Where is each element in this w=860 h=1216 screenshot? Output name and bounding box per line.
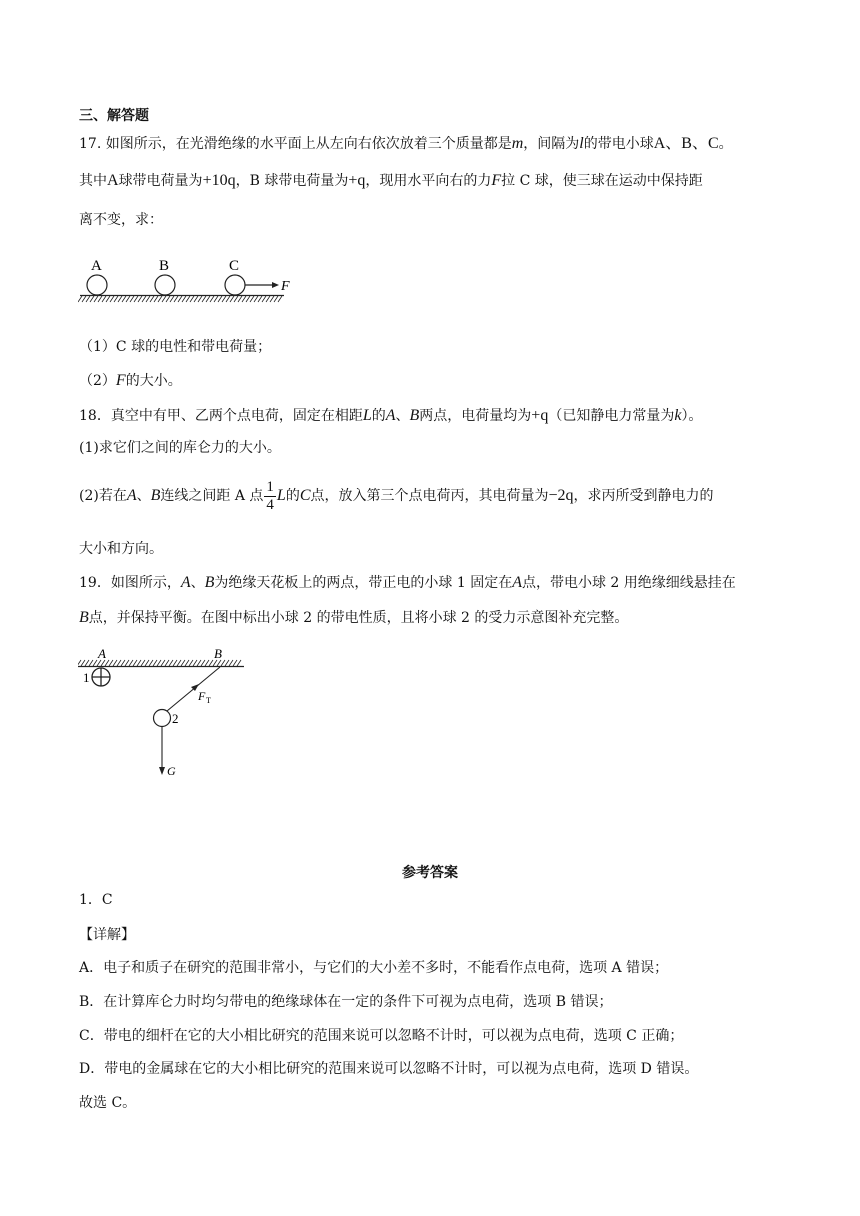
hatch-mark — [193, 660, 197, 666]
hatch-mark — [146, 296, 150, 302]
q18-sub2 — [79, 478, 714, 514]
q17-line1 — [79, 134, 733, 154]
hatch-mark — [126, 296, 130, 302]
hatch-mark — [113, 660, 117, 666]
hatch-mark — [274, 296, 278, 302]
q17-sub2-text: 的大小。 — [125, 373, 182, 389]
answer-option-c: C．带电的细杆在它的大小相比研究的范围来说可以忽略不计时，可以视为点电荷，选项 C 正确； — [79, 1028, 684, 1044]
hatch-mark — [209, 660, 213, 666]
fraction-quarter — [264, 479, 276, 514]
hatch-mark — [137, 660, 141, 666]
hatch-mark — [94, 296, 98, 302]
hatch-mark — [174, 296, 178, 302]
hatch-mark — [106, 296, 110, 302]
symbol-a: A — [107, 172, 119, 189]
q19-text-d: 点，并保持平衡。在图中标出小球 2 的带电性质，且将小球 2 的受力示意图补充完整。 — [88, 610, 629, 626]
hatch-mark — [165, 660, 169, 666]
q19-text-a: 19．如图所示， — [79, 575, 181, 591]
charge-third: −2q — [548, 487, 574, 504]
fig17-label-f: F — [281, 279, 290, 294]
symbol-f: F — [115, 372, 126, 389]
hatch-mark — [230, 296, 234, 302]
hatch-mark — [246, 296, 250, 302]
point-b: B — [79, 609, 89, 626]
hatch-mark — [169, 660, 173, 666]
fig17-label-c: C — [229, 258, 240, 274]
symbol-l: L — [276, 487, 286, 504]
ball-c — [225, 275, 245, 295]
hatch-mark — [178, 296, 182, 302]
hatch-mark — [81, 660, 85, 666]
q19-line2 — [79, 608, 628, 628]
fraction-denominator: 4 — [266, 496, 274, 513]
hatch-mark — [121, 660, 125, 666]
hatch-mark — [206, 296, 210, 302]
hatch-mark — [278, 296, 282, 302]
hatch-mark — [141, 660, 145, 666]
hatch-mark — [234, 296, 238, 302]
fig19-label-ft: F — [198, 689, 206, 703]
q19-text-c: 点，带电小球 2 用绝缘细线悬挂在 — [521, 575, 736, 591]
hatch-mark — [130, 296, 134, 302]
charge-q: +q — [531, 407, 549, 424]
hatch-mark — [194, 296, 198, 302]
detail-label: 【详解】 — [79, 927, 135, 943]
hatch-mark — [122, 296, 126, 302]
hatch-mark — [157, 660, 161, 666]
q17-line3: 离不变，求： — [79, 212, 163, 228]
q18-sub2-d: 点，放入第三个点电荷丙，其电荷量为 — [310, 488, 549, 504]
fig19-label-b: B — [214, 646, 222, 661]
point-c: C — [299, 487, 311, 504]
hatch-mark — [85, 660, 89, 666]
point-b: B — [409, 407, 420, 424]
hatch-mark — [202, 296, 206, 302]
symbol-k: k — [674, 407, 682, 424]
q19-text-b: 为绝缘天花板上的两点，带正电的小球 1 固定在 — [214, 575, 513, 591]
q17-figure — [78, 254, 294, 310]
hatch-mark — [133, 660, 137, 666]
q18-text-b: 的 — [371, 408, 386, 424]
q17-text-g: ，B 球带电荷量为 — [235, 173, 349, 189]
hatch-mark — [186, 296, 190, 302]
hatch-mark — [201, 660, 205, 666]
hatch-mark — [78, 296, 82, 302]
hatch-mark — [142, 296, 146, 302]
fig19-label-1: 1 — [83, 670, 90, 685]
hatch-mark — [102, 296, 106, 302]
hatch-mark — [218, 296, 222, 302]
symbol-m: m — [511, 135, 524, 152]
q19-figure — [78, 644, 250, 782]
hatch-mark — [270, 296, 274, 302]
hatch-mark — [86, 296, 90, 302]
q17-text-i: 拉 C 球，使三球在运动中保持距 — [501, 173, 703, 189]
gravity-arrowhead — [159, 767, 165, 775]
hatch-mark — [173, 660, 177, 666]
hatch-mark — [110, 296, 114, 302]
q17-text-c: 的带电小球 — [583, 136, 654, 152]
hatch-mark — [242, 296, 246, 302]
q17-text-f: 球带电荷量为 — [118, 173, 203, 189]
hatch-mark — [258, 296, 262, 302]
hatch-mark — [78, 660, 81, 666]
answer-option-a: A．电子和质子在研究的范围非常小，与它们的大小差不多时，不能看作点电荷，选项 A 错误； — [79, 960, 669, 976]
hatch-mark — [238, 296, 242, 302]
hatch-mark — [197, 660, 201, 666]
ball-2 — [154, 710, 171, 727]
point-a: A — [512, 574, 522, 591]
hatch-mark — [205, 660, 209, 666]
hatch-mark — [233, 660, 237, 666]
q17-text-b: ，间隔为 — [523, 136, 580, 152]
q18-sub2-e: ，求丙所受到静电力的 — [573, 488, 714, 504]
ground-hatching — [78, 296, 282, 302]
hatch-mark — [153, 660, 157, 666]
hatch-mark — [250, 296, 254, 302]
answer-option-d: D．带电的金属球在它的大小相比研究的范围来说可以忽略不计时，可以视为点电荷，选项 D 错误。 — [79, 1061, 699, 1077]
hatch-mark — [198, 296, 202, 302]
hatch-mark — [138, 296, 142, 302]
hatch-mark — [89, 660, 93, 666]
hatch-mark — [181, 660, 185, 666]
hatch-mark — [225, 660, 229, 666]
symbol-l: L — [362, 407, 372, 424]
force-arrowhead — [272, 282, 279, 288]
hatch-mark — [226, 296, 230, 302]
fig17-label-b: B — [159, 258, 170, 274]
answer-option-b: B．在计算库仑力时均匀带电的绝缘球体在一定的条件下可视为点电荷，选项 B 错误； — [79, 994, 613, 1010]
fig19-label-2: 2 — [172, 711, 179, 726]
hatch-mark — [237, 660, 241, 666]
hatch-mark — [190, 296, 194, 302]
hatch-mark — [214, 296, 218, 302]
q18-sub2-a: (2)若在 — [79, 488, 127, 504]
q17-text-a: 17. 如图所示，在光滑绝缘的水平面上从左向右依次放着三个质量都是 — [79, 136, 512, 152]
q17-sub2-num: （2） — [79, 373, 116, 389]
hatch-mark — [134, 296, 138, 302]
ball-b — [155, 275, 175, 295]
hatch-mark — [182, 296, 186, 302]
hatch-mark — [150, 296, 154, 302]
hatch-mark — [254, 296, 258, 302]
fig19-label-ft-sub: T — [206, 696, 211, 705]
answer-item-1: 1．C — [79, 892, 113, 908]
section-heading: 三、解答题 — [79, 108, 149, 124]
q17-text-e: 其中 — [79, 173, 107, 189]
q17-line2 — [79, 171, 703, 191]
separator: 、 — [190, 575, 205, 591]
point-a: A — [180, 574, 191, 591]
q17-text-d: 。 — [718, 136, 733, 152]
hatch-mark — [189, 660, 193, 666]
hatch-mark — [154, 296, 158, 302]
hatch-mark — [158, 296, 162, 302]
hatch-mark — [177, 660, 181, 666]
q19-line1 — [79, 573, 736, 593]
hatch-mark — [82, 296, 86, 302]
hatch-mark — [125, 660, 129, 666]
charge-b: +q — [348, 172, 366, 189]
hatch-mark — [210, 296, 214, 302]
fraction-numerator: 1 — [266, 478, 274, 495]
hatch-mark — [229, 660, 233, 666]
q18-sub2-b: 连线之间距 A 点 — [160, 488, 264, 504]
separator: 、 — [395, 408, 410, 424]
hatch-mark — [117, 660, 121, 666]
ball-a — [87, 275, 107, 295]
hatch-mark — [149, 660, 153, 666]
balls-abc: A、B、C — [653, 135, 719, 152]
q18-sub1: (1)求它们之间的库仑力的大小。 — [79, 440, 281, 456]
hatch-mark — [166, 296, 170, 302]
q18-sub2-c: 的 — [285, 488, 300, 504]
hatch-mark — [145, 660, 149, 666]
fig19-label-a: A — [98, 646, 106, 661]
q17-sub2 — [79, 371, 182, 391]
point-a: A — [126, 487, 137, 504]
charge-a: +10q — [202, 172, 236, 189]
answer-conclusion: 故选 C。 — [79, 1095, 137, 1111]
symbol-f: F — [491, 172, 502, 189]
hatch-mark — [109, 660, 113, 666]
hatch-mark — [162, 296, 166, 302]
q18-text-c: 两点，电荷量均为 — [419, 408, 532, 424]
point-b: B — [204, 574, 215, 591]
hatch-mark — [118, 296, 122, 302]
point-b: B — [150, 487, 161, 504]
hatch-mark — [185, 660, 189, 666]
hatch-mark — [266, 296, 270, 302]
hatch-mark — [161, 660, 165, 666]
point-a: A — [385, 407, 396, 424]
fig19-label-g: G — [167, 764, 176, 778]
q18-text-a: 18．真空中有甲、乙两个点电荷，固定在相距 — [79, 408, 363, 424]
hatch-mark — [222, 296, 226, 302]
symbol-l: l — [579, 135, 584, 152]
q18-line1 — [79, 406, 702, 426]
answers-title: 参考答案 — [402, 865, 458, 881]
separator: 、 — [136, 488, 151, 504]
q18-text-e: ）。 — [681, 408, 703, 424]
hatch-mark — [93, 660, 97, 666]
hatch-mark — [262, 296, 266, 302]
hatch-mark — [170, 296, 174, 302]
hatch-mark — [114, 296, 118, 302]
hatch-mark — [129, 660, 133, 666]
q18-sub2-line2: 大小和方向。 — [79, 541, 163, 557]
hatch-mark — [98, 296, 102, 302]
q17-sub1: （1）C 球的电性和带电荷量； — [79, 339, 272, 355]
fig17-label-a: A — [91, 258, 102, 274]
q17-text-h: ，现用水平向右的力 — [365, 173, 492, 189]
q18-text-d: （已知静电力常量为 — [548, 408, 675, 424]
hatch-mark — [90, 296, 94, 302]
